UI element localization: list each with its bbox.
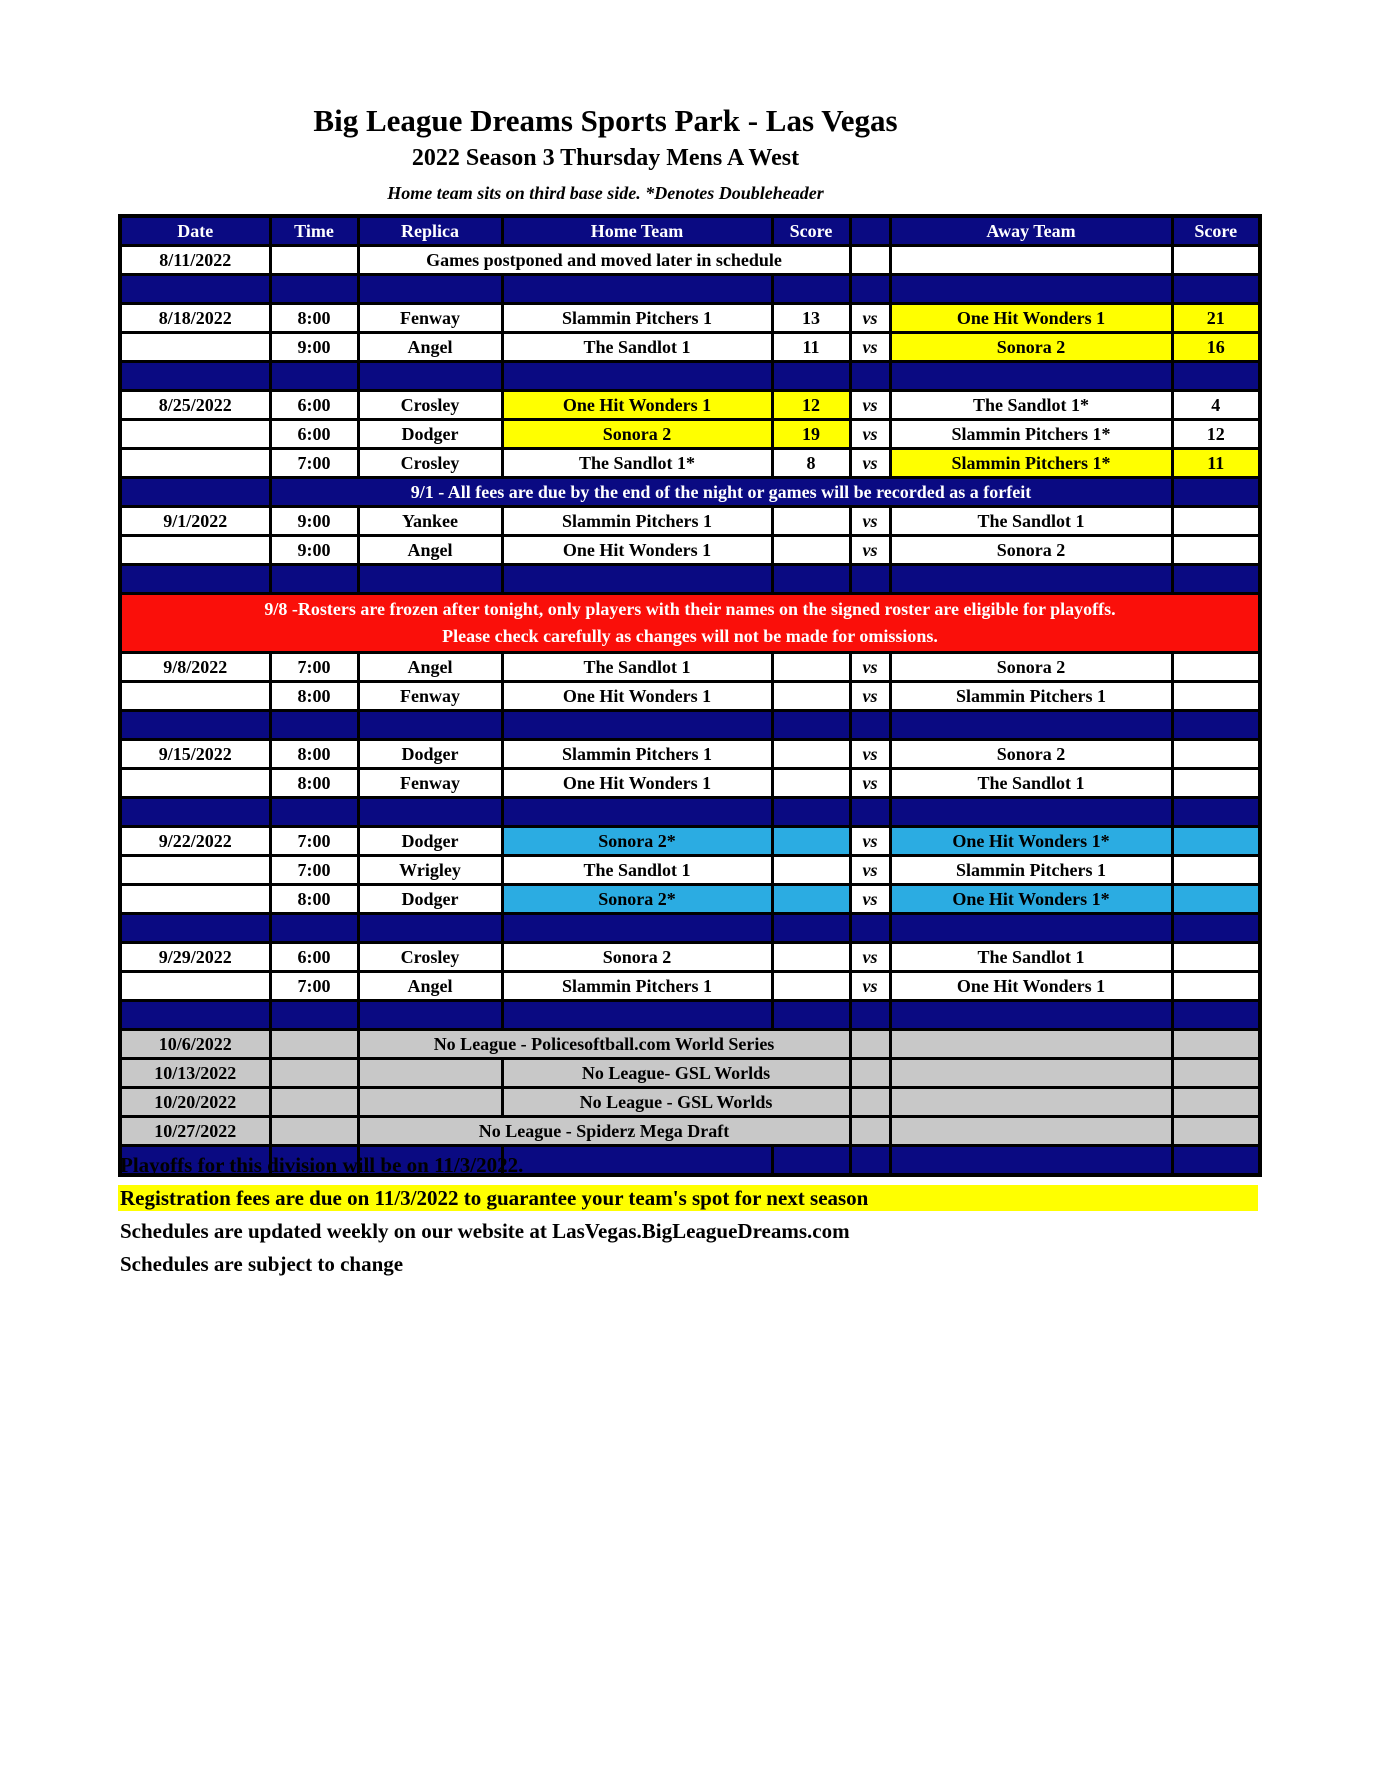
separator-cell [358, 914, 502, 943]
replica-cell: Crosley [358, 943, 502, 972]
roster-notice-row [120, 594, 1260, 653]
time-cell [270, 1030, 358, 1059]
vs-label: vs [850, 304, 890, 333]
away-team-cell: The Sandlot 1 [890, 943, 1172, 972]
away-team-cell: Sonora 2 [890, 333, 1172, 362]
home-score-cell [772, 769, 850, 798]
replica-cell: Fenway [358, 682, 502, 711]
date-cell: 8/18/2022 [120, 304, 270, 333]
separator-cell [1172, 914, 1260, 943]
game-row [120, 769, 1260, 798]
replica-cell: Wrigley [358, 856, 502, 885]
game-row [120, 536, 1260, 565]
separator-cell [772, 914, 850, 943]
separator-cell [358, 362, 502, 391]
away-score-cell [1172, 1059, 1260, 1088]
vs-label: vs [850, 885, 890, 914]
game-row [120, 943, 1260, 972]
separator-cell [850, 275, 890, 304]
separator-cell [502, 275, 772, 304]
date-cell: 9/15/2022 [120, 740, 270, 769]
game-row [120, 449, 1260, 478]
time-cell: 9:00 [270, 507, 358, 536]
game-row [120, 856, 1260, 885]
away-score-cell [1172, 536, 1260, 565]
away-team-cell [890, 1030, 1172, 1059]
vs-label: vs [850, 333, 890, 362]
no-league-note-cell: No League - Policesoftball.com World Series [358, 1030, 850, 1059]
separator-cell [1172, 798, 1260, 827]
away-team-cell: The Sandlot 1 [890, 507, 1172, 536]
home-score-cell [772, 827, 850, 856]
separator-cell [850, 362, 890, 391]
home-score-cell [772, 536, 850, 565]
vs-label: vs [850, 972, 890, 1001]
away-score-cell: 16 [1172, 333, 1260, 362]
separator-cell [890, 275, 1172, 304]
separator-cell [358, 275, 502, 304]
separator-cell [120, 711, 270, 740]
separator-cell [772, 711, 850, 740]
date-cell: 9/29/2022 [120, 943, 270, 972]
vs-label: vs [850, 856, 890, 885]
separator-cell [890, 362, 1172, 391]
home-team-cell: Slammin Pitchers 1 [502, 507, 772, 536]
separator-cell [502, 914, 772, 943]
date-cell [120, 682, 270, 711]
replica-cell: Dodger [358, 885, 502, 914]
home-team-cell: The Sandlot 1* [502, 449, 772, 478]
separator-cell [772, 565, 850, 594]
separator-cell [270, 798, 358, 827]
page-title: Big League Dreams Sports Park - Las Vegas [313, 103, 898, 138]
separator-cell [120, 798, 270, 827]
replica-cell: Angel [358, 536, 502, 565]
footer-notes [118, 1152, 1258, 1284]
date-cell [120, 536, 270, 565]
home-score-cell: 19 [772, 420, 850, 449]
away-team-cell [890, 246, 1172, 275]
away-team-cell: One Hit Wonders 1* [890, 827, 1172, 856]
separator-cell [502, 362, 772, 391]
separator-row [120, 565, 1260, 594]
separator-cell [1172, 711, 1260, 740]
vs-label: vs [850, 449, 890, 478]
separator-cell [120, 1001, 270, 1030]
no-league-row [120, 1030, 1260, 1059]
separator-cell [890, 565, 1172, 594]
away-team-cell: Sonora 2 [890, 536, 1172, 565]
home-team-cell: Slammin Pitchers 1 [502, 304, 772, 333]
game-row [120, 420, 1260, 449]
game-row [120, 682, 1260, 711]
separator-cell [850, 711, 890, 740]
no-league-row [120, 1117, 1260, 1146]
separator-cell [270, 362, 358, 391]
replica-cell: Yankee [358, 507, 502, 536]
page-heading [118, 104, 1093, 204]
separator-row [120, 362, 1260, 391]
schedule-table [118, 214, 1262, 1177]
replica-cell: Dodger [358, 827, 502, 856]
home-score-cell [772, 653, 850, 682]
separator-cell [120, 362, 270, 391]
separator-cell [270, 711, 358, 740]
no-league-note-cell: No League- GSL Worlds [502, 1059, 850, 1088]
away-team-cell: Slammin Pitchers 1* [890, 420, 1172, 449]
time-cell: 8:00 [270, 769, 358, 798]
home-score-cell [772, 682, 850, 711]
col-header-away-team: Away Team [890, 216, 1172, 246]
vs-label: vs [850, 682, 890, 711]
time-cell: 8:00 [270, 304, 358, 333]
home-score-cell [772, 740, 850, 769]
away-score-cell [1172, 246, 1260, 275]
no-league-note-cell: No League - Spiderz Mega Draft [358, 1117, 850, 1146]
time-cell: 7:00 [270, 449, 358, 478]
postponed-note-cell: Games postponed and moved later in schedule [358, 246, 850, 275]
separator-row [120, 914, 1260, 943]
separator-cell [270, 565, 358, 594]
home-score-cell: 12 [772, 391, 850, 420]
away-score-cell [1172, 827, 1260, 856]
footer-playoffs-note: Playoffs for this division will be on 11/3/2022. [120, 1153, 524, 1177]
footer-registration-note: Registration fees are due on 11/3/2022 to guarantee your team's spot for next season [118, 1185, 1258, 1211]
time-cell: 8:00 [270, 740, 358, 769]
away-score-cell [1172, 1117, 1260, 1146]
vs-label: vs [850, 653, 890, 682]
away-team-cell: The Sandlot 1 [890, 769, 1172, 798]
vs-cell [850, 1030, 890, 1059]
time-cell [270, 1117, 358, 1146]
no-league-note-cell: No League - GSL Worlds [502, 1088, 850, 1117]
date-cell: 10/6/2022 [120, 1030, 270, 1059]
postponed-row [120, 246, 1260, 275]
separator-cell [120, 565, 270, 594]
away-team-cell [890, 1059, 1172, 1088]
home-team-cell: Sonora 2* [502, 885, 772, 914]
away-score-cell: 21 [1172, 304, 1260, 333]
away-score-cell: 11 [1172, 449, 1260, 478]
footer-subject-to-change-note: Schedules are subject to change [120, 1252, 404, 1276]
away-team-cell: Sonora 2 [890, 653, 1172, 682]
away-team-cell: One Hit Wonders 1 [890, 304, 1172, 333]
vs-cell [850, 1059, 890, 1088]
separator-cell [850, 914, 890, 943]
vs-label: vs [850, 827, 890, 856]
date-cell: 10/13/2022 [120, 1059, 270, 1088]
separator-cell [890, 1001, 1172, 1030]
game-row [120, 972, 1260, 1001]
col-header-vs [850, 216, 890, 246]
fees-notice-row [120, 478, 1260, 507]
replica-cell: Crosley [358, 391, 502, 420]
replica-cell: Angel [358, 333, 502, 362]
roster-notice-line: Please check carefully as changes will not be made for omissions. [442, 626, 938, 646]
away-score-cell [1172, 1030, 1260, 1059]
separator-cell [502, 798, 772, 827]
home-score-cell: 8 [772, 449, 850, 478]
away-score-cell [1172, 885, 1260, 914]
game-row [120, 391, 1260, 420]
vs-label: vs [850, 943, 890, 972]
separator-cell [890, 711, 1172, 740]
fees-notice-cell: 9/1 - All fees are due by the end of the night or games will be recorded as a forfeit [270, 478, 1172, 507]
separator-cell [1172, 565, 1260, 594]
away-team-cell: Slammin Pitchers 1 [890, 856, 1172, 885]
replica-cell: Dodger [358, 420, 502, 449]
away-score-cell [1172, 856, 1260, 885]
date-cell [120, 885, 270, 914]
separator-cell [120, 275, 270, 304]
roster-notice-cell [120, 594, 1260, 653]
date-cell: 9/22/2022 [120, 827, 270, 856]
time-cell: 6:00 [270, 420, 358, 449]
date-cell [120, 420, 270, 449]
date-cell: 8/11/2022 [120, 246, 270, 275]
vs-cell [850, 1088, 890, 1117]
home-team-cell: The Sandlot 1 [502, 653, 772, 682]
replica-cell: Dodger [358, 740, 502, 769]
replica-cell [358, 1059, 502, 1088]
time-cell: 9:00 [270, 536, 358, 565]
away-team-cell: One Hit Wonders 1 [890, 972, 1172, 1001]
away-team-cell: Slammin Pitchers 1 [890, 682, 1172, 711]
home-score-cell: 13 [772, 304, 850, 333]
away-team-cell: Slammin Pitchers 1* [890, 449, 1172, 478]
date-cell [120, 333, 270, 362]
vs-label: vs [850, 391, 890, 420]
date-cell [120, 856, 270, 885]
separator-cell [772, 275, 850, 304]
separator-cell [890, 914, 1172, 943]
vs-cell [850, 1117, 890, 1146]
time-cell: 7:00 [270, 856, 358, 885]
away-team-cell [890, 1088, 1172, 1117]
separator-cell [1172, 1001, 1260, 1030]
date-cell [120, 449, 270, 478]
home-team-cell: The Sandlot 1 [502, 333, 772, 362]
home-team-cell: Sonora 2 [502, 943, 772, 972]
date-cell [120, 972, 270, 1001]
date-cell: 10/27/2022 [120, 1117, 270, 1146]
separator-cell [358, 798, 502, 827]
home-team-cell: One Hit Wonders 1 [502, 536, 772, 565]
separator-cell [772, 798, 850, 827]
replica-cell: Crosley [358, 449, 502, 478]
away-score-cell [1172, 769, 1260, 798]
vs-label: vs [850, 740, 890, 769]
separator-row [120, 275, 1260, 304]
game-row [120, 653, 1260, 682]
away-score-cell: 4 [1172, 391, 1260, 420]
date-cell [120, 769, 270, 798]
separator-cell [1172, 275, 1260, 304]
replica-cell: Angel [358, 653, 502, 682]
col-header-date: Date [120, 216, 270, 246]
home-score-cell [772, 943, 850, 972]
home-team-cell: Slammin Pitchers 1 [502, 972, 772, 1001]
home-score-cell: 11 [772, 333, 850, 362]
time-cell: 6:00 [270, 943, 358, 972]
separator-row [120, 1001, 1260, 1030]
home-score-cell [772, 972, 850, 1001]
page-tagline: Home team sits on third base side. *Denotes Doubleheader [387, 183, 824, 203]
time-cell [270, 1088, 358, 1117]
separator-cell [358, 1001, 502, 1030]
separator-cell [502, 1001, 772, 1030]
replica-cell [358, 1088, 502, 1117]
date-cell [120, 478, 270, 507]
game-row [120, 740, 1260, 769]
separator-cell [890, 798, 1172, 827]
separator-cell [850, 565, 890, 594]
vs-label: vs [850, 769, 890, 798]
separator-cell [850, 798, 890, 827]
replica-cell: Fenway [358, 769, 502, 798]
vs-label: vs [850, 507, 890, 536]
time-cell: 8:00 [270, 885, 358, 914]
separator-cell [1172, 362, 1260, 391]
home-team-cell: Sonora 2 [502, 420, 772, 449]
time-cell [270, 1059, 358, 1088]
separator-cell [120, 914, 270, 943]
game-row [120, 827, 1260, 856]
roster-notice-line: 9/8 -Rosters are frozen after tonight, only players with their names on the signed roster are eligible for playoffs. [264, 599, 1116, 619]
separator-cell [772, 1001, 850, 1030]
separator-cell [850, 1001, 890, 1030]
home-team-cell: One Hit Wonders 1 [502, 769, 772, 798]
away-team-cell: Sonora 2 [890, 740, 1172, 769]
home-team-cell: Slammin Pitchers 1 [502, 740, 772, 769]
separator-cell [358, 565, 502, 594]
separator-cell [270, 914, 358, 943]
time-cell: 7:00 [270, 972, 358, 1001]
separator-cell [358, 711, 502, 740]
away-score-cell [1172, 478, 1260, 507]
time-cell: 8:00 [270, 682, 358, 711]
home-team-cell: Sonora 2* [502, 827, 772, 856]
game-row [120, 507, 1260, 536]
date-cell: 9/8/2022 [120, 653, 270, 682]
separator-row [120, 798, 1260, 827]
replica-cell: Angel [358, 972, 502, 1001]
footer-website-note: Schedules are updated weekly on our website at LasVegas.BigLeagueDreams.com [120, 1219, 850, 1243]
separator-cell [502, 711, 772, 740]
away-team-cell: One Hit Wonders 1* [890, 885, 1172, 914]
col-header-time: Time [270, 216, 358, 246]
date-cell: 9/1/2022 [120, 507, 270, 536]
home-team-cell: One Hit Wonders 1 [502, 682, 772, 711]
separator-cell [270, 275, 358, 304]
game-row [120, 885, 1260, 914]
home-team-cell: One Hit Wonders 1 [502, 391, 772, 420]
vs-cell [850, 246, 890, 275]
vs-label: vs [850, 536, 890, 565]
away-score-cell [1172, 1088, 1260, 1117]
away-score-cell [1172, 740, 1260, 769]
separator-cell [772, 362, 850, 391]
separator-cell [270, 1001, 358, 1030]
home-score-cell [772, 507, 850, 536]
col-header-home-score: Score [772, 216, 850, 246]
col-header-replica: Replica [358, 216, 502, 246]
vs-label: vs [850, 420, 890, 449]
away-score-cell [1172, 507, 1260, 536]
col-header-home-team: Home Team [502, 216, 772, 246]
away-score-cell: 12 [1172, 420, 1260, 449]
game-row [120, 333, 1260, 362]
date-cell: 8/25/2022 [120, 391, 270, 420]
page-subtitle: 2022 Season 3 Thursday Mens A West [411, 145, 800, 171]
no-league-row [120, 1059, 1260, 1088]
separator-cell [502, 565, 772, 594]
away-team-cell [890, 1117, 1172, 1146]
time-cell: 7:00 [270, 827, 358, 856]
date-cell: 10/20/2022 [120, 1088, 270, 1117]
game-row [120, 304, 1260, 333]
away-team-cell: The Sandlot 1* [890, 391, 1172, 420]
no-league-row [120, 1088, 1260, 1117]
home-score-cell [772, 885, 850, 914]
away-score-cell [1172, 972, 1260, 1001]
replica-cell: Fenway [358, 304, 502, 333]
away-score-cell [1172, 682, 1260, 711]
header-row [120, 216, 1260, 246]
away-score-cell [1172, 943, 1260, 972]
away-score-cell [1172, 653, 1260, 682]
home-score-cell [772, 856, 850, 885]
time-cell: 7:00 [270, 653, 358, 682]
col-header-away-score: Score [1172, 216, 1260, 246]
time-cell [270, 246, 358, 275]
separator-row [120, 711, 1260, 740]
time-cell: 6:00 [270, 391, 358, 420]
home-team-cell: The Sandlot 1 [502, 856, 772, 885]
time-cell: 9:00 [270, 333, 358, 362]
